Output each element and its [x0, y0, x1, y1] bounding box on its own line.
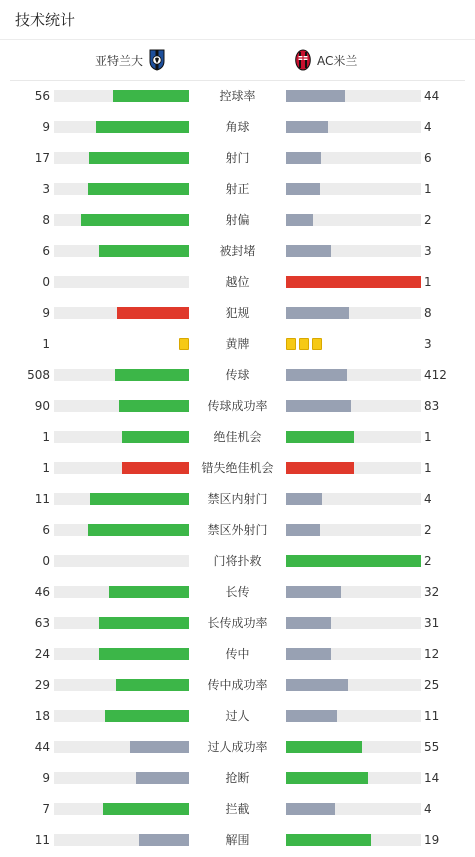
away-stat-bar-fill	[286, 214, 313, 226]
stat-label: 过人成功率	[207, 740, 268, 754]
away-stat-bar	[286, 710, 421, 722]
stat-row	[0, 546, 475, 577]
home-stat-bar	[54, 586, 189, 598]
away-stat-bar	[286, 493, 421, 505]
home-stat-value: 56	[34, 89, 50, 103]
home-stat-bar-fill	[89, 152, 189, 164]
stat-row	[0, 639, 475, 670]
page-title: 技术统计	[15, 11, 76, 29]
stat-label: 犯规	[225, 306, 250, 320]
stat-label: 长传成功率	[207, 616, 268, 630]
away-stat-value: 1	[424, 275, 432, 289]
home-stat-bar	[54, 617, 189, 629]
home-stat-bar	[54, 679, 189, 691]
away-stat-bar	[286, 431, 421, 443]
away-stat-bar	[286, 307, 421, 319]
home-stat-bar-fill	[105, 710, 189, 722]
away-stat-bar	[286, 90, 421, 102]
away-stat-bar	[286, 586, 421, 598]
home-stat-bar-fill	[119, 400, 189, 412]
home-stat-bar-fill	[116, 679, 189, 691]
home-stat-bar	[54, 741, 189, 753]
stat-label: 黄牌	[225, 337, 250, 351]
away-team[interactable]	[295, 40, 357, 80]
away-stat-value: 2	[424, 213, 432, 227]
home-stat-value: 7	[42, 802, 50, 816]
home-stat-bar	[54, 710, 189, 722]
away-stat-bar-fill	[286, 648, 331, 660]
home-stat-bar-fill	[122, 462, 190, 474]
away-stat-value: 4	[424, 492, 432, 506]
home-stat-value: 44	[34, 740, 50, 754]
away-stat-bar-fill	[286, 617, 331, 629]
yellow-card-icon	[312, 338, 322, 350]
away-stat-bar	[286, 741, 421, 753]
stat-label: 传中成功率	[207, 678, 268, 692]
stat-row	[0, 391, 475, 422]
away-stat-bar-fill	[286, 586, 341, 598]
home-stat-value: 46	[34, 585, 50, 599]
stat-label: 传球成功率	[207, 399, 268, 413]
away-stat-value: 32	[424, 585, 440, 599]
away-stat-bar-fill	[286, 400, 351, 412]
away-stat-bar-fill	[286, 152, 321, 164]
home-stat-value: 0	[42, 275, 50, 289]
stats-header	[0, 0, 475, 40]
away-stat-value: 83	[424, 399, 440, 413]
stat-row	[0, 515, 475, 546]
home-team-name: 亚特兰大	[94, 53, 143, 68]
away-stat-bar-fill	[286, 462, 354, 474]
away-stat-value: 1	[424, 430, 432, 444]
stat-row	[0, 794, 475, 825]
stat-row	[0, 732, 475, 763]
home-stat-value: 9	[42, 120, 50, 134]
stat-label: 射门	[225, 151, 250, 165]
away-stat-bar	[286, 679, 421, 691]
yellow-card-icon	[286, 338, 296, 350]
away-stat-bar	[286, 400, 421, 412]
home-stat-value: 1	[42, 461, 50, 475]
stat-row	[0, 81, 475, 112]
away-stat-bar-fill	[286, 245, 331, 257]
home-stat-bar	[54, 462, 189, 474]
teams-bar	[10, 40, 465, 81]
home-stat-value: 18	[34, 709, 50, 723]
home-stat-bar	[54, 121, 189, 133]
home-stat-bar	[54, 307, 189, 319]
away-stat-value: 44	[424, 89, 440, 103]
home-stat-bar	[54, 369, 189, 381]
away-stat-value: 412	[424, 368, 447, 382]
stat-label: 解围	[225, 833, 250, 847]
stat-row	[0, 670, 475, 701]
away-stat-value: 3	[424, 244, 432, 258]
home-stat-value: 0	[42, 554, 50, 568]
away-stat-value: 12	[424, 647, 440, 661]
away-stat-bar-fill	[286, 183, 320, 195]
home-stat-bar-fill	[113, 90, 189, 102]
away-stat-bar-fill	[286, 555, 421, 567]
stat-label: 射偏	[225, 213, 250, 227]
home-stat-value: 508	[27, 368, 50, 382]
home-stat-value: 11	[34, 492, 50, 506]
away-stat-value: 6	[424, 151, 432, 165]
away-stat-bar	[286, 834, 421, 846]
home-stat-bar	[54, 648, 189, 660]
home-stat-bar-fill	[115, 369, 189, 381]
stat-row	[0, 298, 475, 329]
stat-label: 被封堵	[219, 244, 256, 258]
away-yellow-cards	[286, 338, 322, 350]
home-stat-bar-fill	[99, 617, 189, 629]
away-stat-bar-fill	[286, 524, 320, 536]
away-stat-value: 1	[424, 461, 432, 475]
home-stat-bar	[54, 555, 189, 567]
away-stat-bar-fill	[286, 710, 337, 722]
home-stat-bar	[54, 152, 189, 164]
home-stat-bar-fill	[99, 648, 189, 660]
home-stat-bar-fill	[99, 245, 189, 257]
stat-label: 传球	[225, 368, 250, 382]
yellow-card-icon	[179, 338, 189, 350]
home-stat-value: 1	[42, 430, 50, 444]
home-stat-value: 6	[42, 244, 50, 258]
home-stat-value: 24	[34, 647, 50, 661]
home-stat-bar	[54, 431, 189, 443]
away-stat-value: 4	[424, 120, 432, 134]
away-stat-bar	[286, 245, 421, 257]
stat-row	[0, 422, 475, 453]
away-stat-bar-fill	[286, 90, 345, 102]
away-stat-value: 25	[424, 678, 440, 692]
away-stat-value: 2	[424, 523, 432, 537]
home-stat-bar	[54, 772, 189, 784]
stat-label: 射正	[225, 182, 250, 196]
stat-row	[0, 484, 475, 515]
away-stat-value: 4	[424, 802, 432, 816]
home-stat-bar	[54, 834, 189, 846]
away-stat-bar-fill	[286, 369, 347, 381]
stat-row	[0, 205, 475, 236]
away-stat-bar-fill	[286, 276, 421, 288]
home-stat-bar-fill	[117, 307, 189, 319]
stat-row	[0, 825, 475, 856]
away-stat-bar-fill	[286, 772, 368, 784]
home-stat-bar-fill	[103, 803, 189, 815]
stat-label: 长传	[225, 585, 250, 599]
home-stat-bar	[54, 245, 189, 257]
stat-row	[0, 577, 475, 608]
home-stat-bar	[54, 276, 189, 288]
away-stat-bar-fill	[286, 803, 335, 815]
stat-label: 绝佳机会	[213, 430, 262, 444]
home-stat-bar-fill	[88, 183, 189, 195]
away-stat-value: 8	[424, 306, 432, 320]
stat-row	[0, 112, 475, 143]
home-stat-value: 3	[42, 182, 50, 196]
yellow-card-icon	[299, 338, 309, 350]
home-stat-value: 6	[42, 523, 50, 537]
home-stat-bar-fill	[90, 493, 189, 505]
away-stat-bar	[286, 772, 421, 784]
away-stat-bar	[286, 462, 421, 474]
stat-label: 控球率	[219, 89, 256, 103]
home-stat-bar-fill	[81, 214, 189, 226]
stat-label: 过人	[225, 709, 250, 723]
away-stat-value: 11	[424, 709, 440, 723]
away-stat-bar-fill	[286, 431, 354, 443]
stat-row	[0, 453, 475, 484]
home-yellow-cards	[179, 338, 189, 350]
home-stat-value: 11	[34, 833, 50, 847]
home-stat-value: 1	[42, 337, 50, 351]
away-stat-bar	[286, 183, 421, 195]
stat-label: 角球	[225, 120, 250, 134]
away-stat-bar-fill	[286, 493, 322, 505]
atalanta-crest-icon	[149, 49, 165, 71]
stat-label: 禁区内射门	[207, 492, 268, 506]
home-stat-bar-fill	[88, 524, 189, 536]
away-stat-bar-fill	[286, 679, 348, 691]
home-stat-bar	[54, 803, 189, 815]
stat-row	[0, 701, 475, 732]
home-stat-bar-fill	[96, 121, 189, 133]
away-stat-bar	[286, 648, 421, 660]
home-stat-bar-fill	[139, 834, 189, 846]
away-stat-value: 55	[424, 740, 440, 754]
away-stat-value: 3	[424, 337, 432, 351]
stat-label: 错失绝佳机会	[201, 461, 274, 475]
away-stat-bar-fill	[286, 834, 371, 846]
home-stat-value: 63	[34, 616, 50, 630]
stat-label: 拦截	[225, 802, 250, 816]
ac-milan-crest-icon	[295, 49, 311, 71]
stat-label: 禁区外射门	[207, 523, 268, 537]
stats-list	[0, 81, 475, 856]
home-stat-value: 90	[34, 399, 50, 413]
stat-label: 抢断	[225, 771, 250, 785]
stat-row	[0, 608, 475, 639]
home-stat-bar	[54, 183, 189, 195]
home-stat-bar-fill	[130, 741, 189, 753]
stat-label: 越位	[225, 275, 250, 289]
away-stat-bar	[286, 276, 421, 288]
home-stat-bar	[54, 214, 189, 226]
away-stat-bar-fill	[286, 307, 349, 319]
home-stat-bar-fill	[122, 431, 190, 443]
stat-row	[0, 143, 475, 174]
away-stat-bar	[286, 369, 421, 381]
away-stat-bar	[286, 617, 421, 629]
home-stat-bar	[54, 90, 189, 102]
away-stat-bar	[286, 214, 421, 226]
home-team[interactable]	[95, 40, 165, 80]
home-stat-value: 9	[42, 771, 50, 785]
away-stat-value: 31	[424, 616, 440, 630]
home-stat-value: 8	[42, 213, 50, 227]
home-stat-bar	[54, 400, 189, 412]
home-stat-bar-fill	[136, 772, 189, 784]
stat-row	[0, 174, 475, 205]
home-stat-bar	[54, 524, 189, 536]
away-stat-bar	[286, 152, 421, 164]
away-stat-value: 19	[424, 833, 440, 847]
away-stat-bar-fill	[286, 121, 328, 133]
away-stat-value: 2	[424, 554, 432, 568]
away-stat-bar	[286, 803, 421, 815]
away-stat-bar	[286, 555, 421, 567]
home-stat-value: 9	[42, 306, 50, 320]
away-stat-bar	[286, 524, 421, 536]
away-stat-bar	[286, 121, 421, 133]
stat-row	[0, 360, 475, 391]
home-stat-bar	[54, 493, 189, 505]
stat-row	[0, 763, 475, 794]
away-stat-value: 1	[424, 182, 432, 196]
home-stat-bar-fill	[109, 586, 189, 598]
stat-row	[0, 267, 475, 298]
home-stat-value: 29	[34, 678, 50, 692]
home-stat-value: 17	[34, 151, 50, 165]
away-stat-bar-fill	[286, 741, 362, 753]
away-team-name: AC米兰	[317, 53, 358, 68]
stat-label: 传中	[225, 647, 250, 661]
away-stat-value: 14	[424, 771, 440, 785]
stat-row	[0, 236, 475, 267]
stat-label: 门将扑救	[213, 554, 262, 568]
stat-row	[0, 329, 475, 360]
